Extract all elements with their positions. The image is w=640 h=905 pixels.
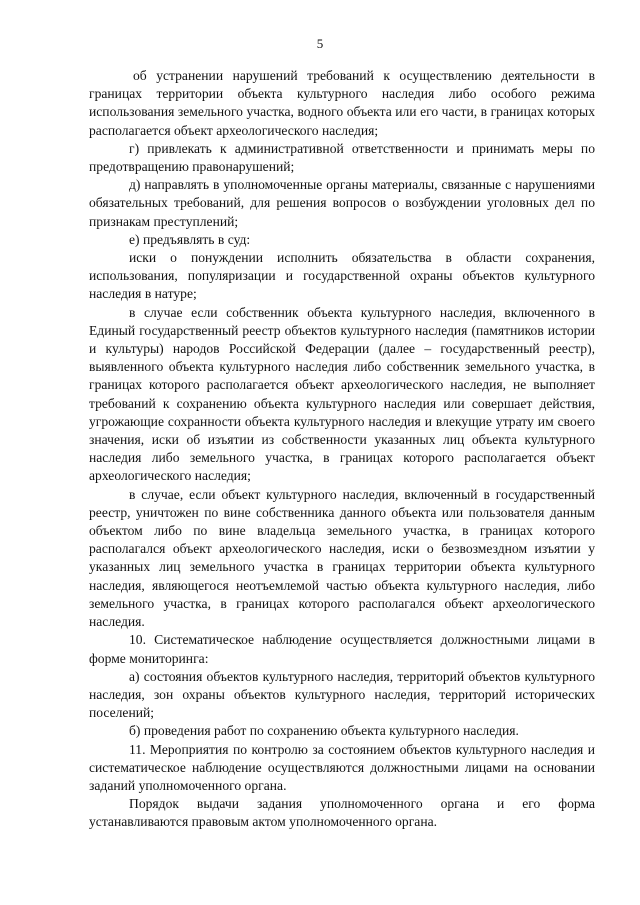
- paragraph-item-b: б) проведения работ по сохранению объекта культурного наследия.: [129, 723, 519, 739]
- paragraph-item-e: е) предъявлять в суд:: [129, 231, 251, 247]
- paragraph-item-g: г) привлекать к административной ответственности и принимать меры по предотвращению правонарушений;: [89, 140, 595, 175]
- paragraph-procedure: Порядок выдачи задания уполномоченного органа и его форма устанавливаются правовым актом уполномоченного органа.: [89, 796, 595, 830]
- paragraph-item-d: д) направлять в уполномоченные органы материалы, связанные с нарушениями обязательных требований, для решения вопросов о возбуждении уголовных дел по признакам преступлений;: [89, 177, 595, 229]
- paragraph-continuation: об устранении нарушений требований к осуществлению деятельности в границах территории объекта культурного наследия либо особого режима использования земельного участка, водного объекта или его части, в границах которых располагается объект археологического наследия;: [89, 68, 595, 138]
- document-body: [89, 67, 595, 832]
- paragraph-claim-obligations: иски о понуждении исполнить обязательства в области сохранения, использования, популяризации и государственной охраны объектов культурного наследия в натуре;: [89, 250, 595, 302]
- paragraph-claim-destroyed: в случае, если объект культурного наследия, включенный в государственный реестр, уничтожен по вине собственника данного объекта или пользователя данным объектом либо по вине владельца земельного участка, в границах которого располагался объект археологического наследия, иски о безвозмездном изъятии у указанных лиц земельного участка в границах территории объекта культурного наследия, являющегося неотъемлемой частью объекта культурного наследия, либо земельного участка, в границах которого располагался объект археологического наследия.: [89, 486, 595, 630]
- paragraph-section-10: 10. Систематическое наблюдение осуществляется должностными лицами в форме мониторинга:: [89, 632, 595, 666]
- paragraph-section-11: 11. Мероприятия по контролю за состоянием объектов культурного наследия и систематическое наблюдение осуществляются должностными лицами на основании заданий уполномоченного органа.: [89, 741, 595, 793]
- paragraph-item-a: а) состояния объектов культурного наследия, территорий объектов культурного наследия, зон охраны объектов культурного наследия, территорий исторических поселений;: [89, 668, 595, 721]
- page-number: 5: [316, 36, 324, 51]
- paragraph-claim-owner: в случае если собственник объекта культурного наследия, включенного в Единый государственный реестр объектов культурного наследия (памятников истории и культуры) народов Российской Федерации (далее – государственный реестр), выявленного объекта культурного наследия либо собственник земельного участка, в границах которого располагается объект археологического наследия, не выполняет требований к сохранению объекта культурного наследия или совершает действия, угрожающие сохранности объекта культурного наследия и влекущие утрату им своего значения, иски об изъятии из собственности указанных лиц объекта культурного наследия либо земельного участка, в границах которого располагается объект археологического наследия;: [89, 304, 595, 484]
